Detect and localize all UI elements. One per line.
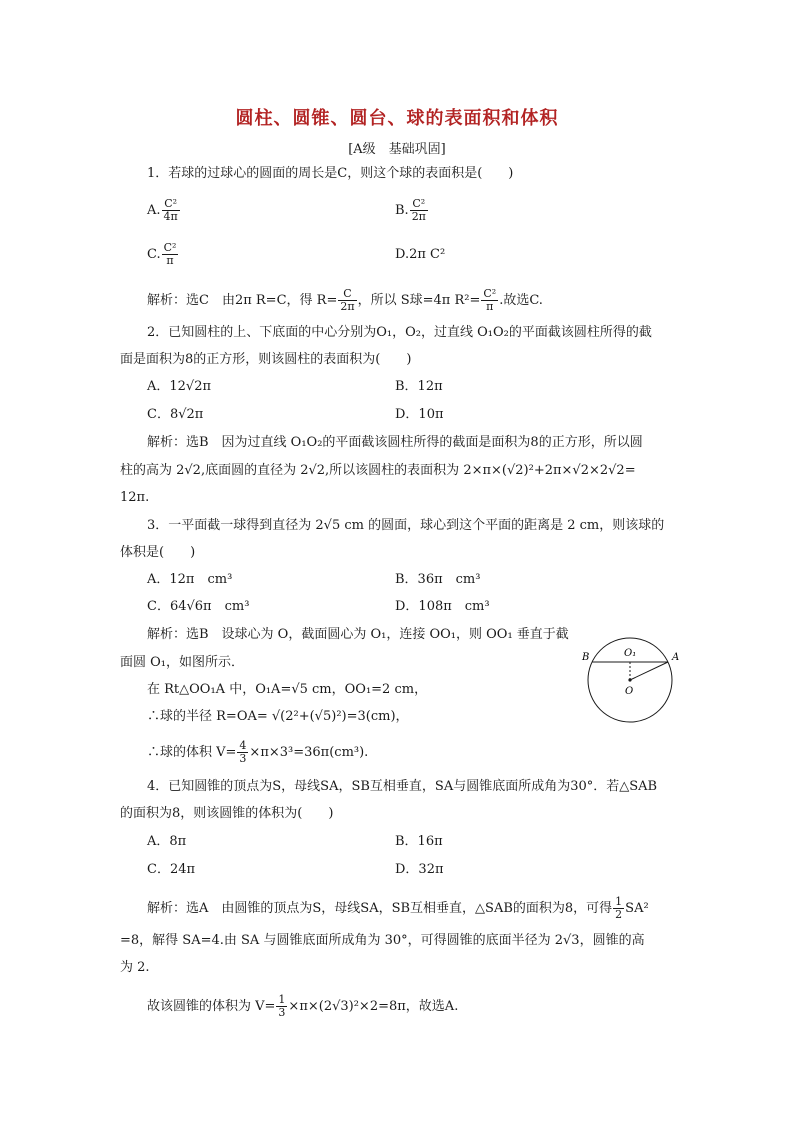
q3-option-a: A．12π cm³ xyxy=(147,572,233,587)
label-a: A xyxy=(672,652,680,663)
q4-analysis-3: 为 2. xyxy=(120,960,150,975)
q3-option-b: B．36π cm³ xyxy=(395,572,481,587)
q2-option-c: C．8√2π xyxy=(147,407,204,422)
q1-option-a: A. $\frac{\text{C²}}{4\pi}$ xyxy=(147,197,178,223)
q4-stem-1: 4．已知圆锥的顶点为S，母线SA，SB互相垂直，SA与圆锥底面所成角为30°．若△SAB xyxy=(147,779,658,794)
q2-analysis-2: 柱的高为 2√2,底面圆的直径为 2√2,所以该圆柱的表面积为 2×π×(√2)²+2π×√2×2√2= xyxy=(120,463,636,478)
q4-analysis-4: 故该圆锥的体积为 V= $\frac{1}{3}$ ×π×(2√3)²×2=8π，故选A. xyxy=(147,993,459,1019)
q4-stem-2: 的面积为8，则该圆锥的体积为( ) xyxy=(120,806,334,821)
center-point-o xyxy=(628,678,631,681)
q2-option-d: D．10π xyxy=(395,407,444,422)
q4-option-a: A．8π xyxy=(147,834,187,849)
label-o1: O₁ xyxy=(624,648,637,659)
q3-analysis-5: ∴球的体积 V= $\frac{4}{3}$ ×π×3³=36π(cm³). xyxy=(147,739,369,765)
q2-stem-1: 2．已知圆柱的上、下底面的中心分别为O₁，O₂，过直线 O₁O₂的平面截该圆柱所得的截 xyxy=(147,325,652,340)
level-heading: [A级 基础巩固] xyxy=(348,142,446,157)
label-b: B xyxy=(582,652,590,663)
q4-option-d: D．32π xyxy=(395,862,444,877)
label-o: O xyxy=(625,686,634,697)
q1-option-d: D.2π C² xyxy=(395,247,446,262)
sphere-cross-section-figure xyxy=(580,622,690,732)
q1-option-b: B. $\frac{\text{C²}}{2\pi}$ xyxy=(395,197,426,223)
q3-option-c: C．64√6π cm³ xyxy=(147,599,250,614)
q1-option-c: C. $\frac{\text{C²}}{\pi}$ xyxy=(147,241,177,267)
q3-analysis-1: 解析：选B 设球心为 O，截面圆心为 O₁，连接 OO₁，则 OO₁ 垂直于截 xyxy=(147,627,569,642)
q1-stem: 1．若球的过球心的圆面的周长是C，则这个球的表面积是( ) xyxy=(147,166,514,181)
q3-analysis-2: 面圆 O₁，如图所示． xyxy=(120,655,245,670)
q3-option-d: D．108π cm³ xyxy=(395,599,490,614)
q2-option-a: A．12√2π xyxy=(147,379,212,394)
q4-analysis-2: =8，解得 SA=4.由 SA 与圆锥底面所成角为 30°，可得圆锥的底面半径为 2√3，圆锥的高 xyxy=(120,933,645,948)
q2-analysis-3: 12π. xyxy=(120,490,150,505)
q4-option-b: B．16π xyxy=(395,834,443,849)
q2-option-b: B．12π xyxy=(395,379,443,394)
q3-stem-1: 3．一平面截一球得到直径为 2√5 cm 的圆面，球心到这个平面的距离是 2 cm，则该球的 xyxy=(147,518,665,533)
q2-analysis-1: 解析：选B 因为过直线 O₁O₂的平面截该圆柱所得的截面是面积为8的正方形，所以圆 xyxy=(147,435,643,450)
q3-analysis-3: 在 Rt△OO₁A 中，O₁A=√5 cm，OO₁=2 cm， xyxy=(147,682,428,697)
segment-oa xyxy=(630,662,668,680)
q3-stem-2: 体积是( ) xyxy=(120,545,196,560)
q4-analysis-1: 解析：选A 由圆锥的顶点为S，母线SA，SB互相垂直，△SAB的面积为8，可得 $\frac{1}{2}$ SA² xyxy=(147,895,649,921)
q1-analysis: 解析：选C 由2π R=C，得 R= $\frac{C}{2\pi}$ ，所以 S球=4π R²= $\frac{\text{C²}}{\pi}$ .故选C. xyxy=(147,287,543,313)
q4-option-c: C．24π xyxy=(147,862,196,877)
q2-stem-2: 面是面积为8的正方形，则该圆柱的表面积为( ) xyxy=(120,352,412,367)
page-title: 圆柱、圆锥、圆台、球的表面积和体积 xyxy=(235,108,559,129)
q3-analysis-4: ∴球的半径 R=OA= √(2²+(√5)²)=3(cm)， xyxy=(147,709,409,724)
